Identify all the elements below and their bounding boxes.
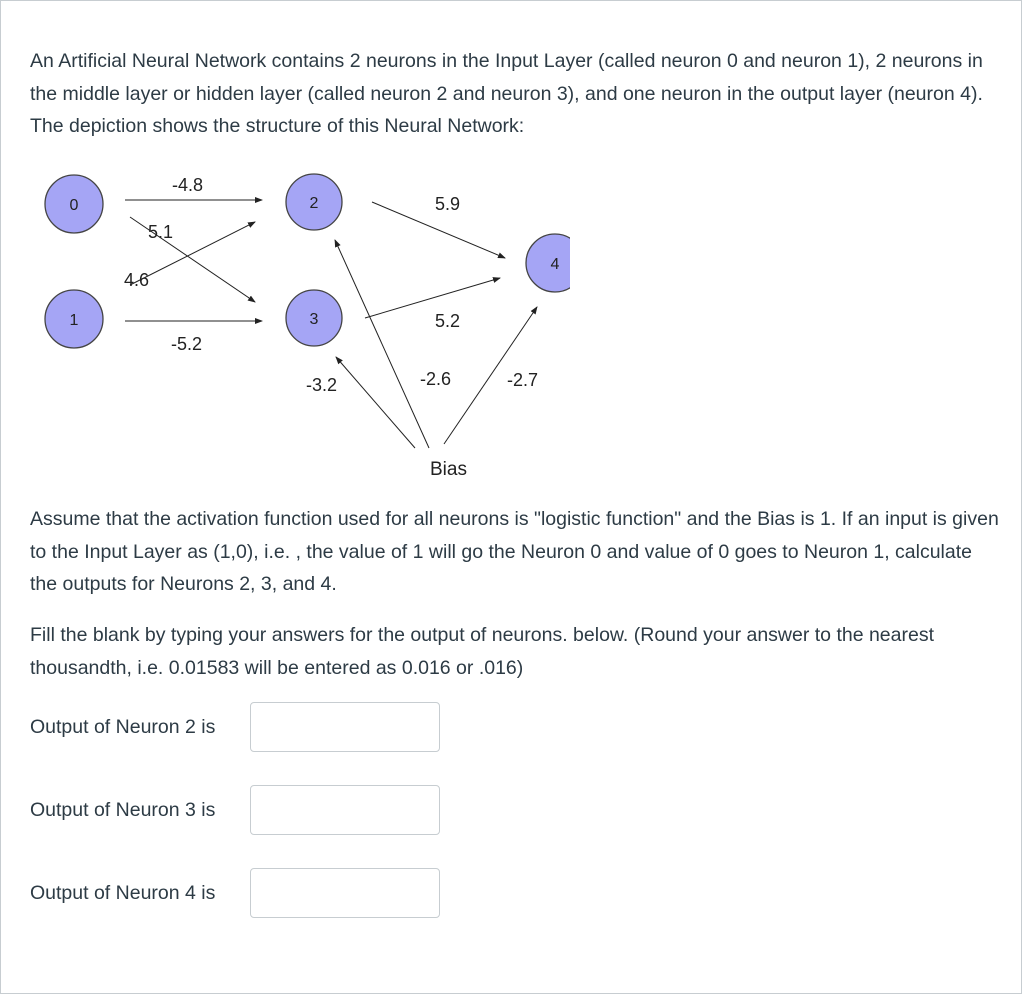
weight-bias-3: -3.2 — [306, 375, 338, 395]
neuron-0-label: 0 — [69, 197, 79, 214]
neuron-0 — [45, 175, 103, 233]
edge-3-4 — [365, 278, 500, 318]
neuron-2-label: 2 — [309, 195, 319, 212]
neuron-1-label: 1 — [69, 312, 79, 329]
weight-2-4: 5.9 — [435, 194, 461, 214]
neuron-3-label: 3 — [309, 311, 319, 328]
weight-1-3: -5.2 — [171, 334, 203, 354]
question-assumption: Assume that the activation function used for all neurons is "logistic function" and the Bias is 1. If an input is given to the Input Layer as (1,0), i.e. , the value of 1 will go the Neuron 0 and value of 0 goes to Neuron 1, calculate the outputs for Neurons 2, 3, and 4. — [30, 508, 999, 595]
neuron-3 — [286, 290, 342, 346]
answer-label-neuron-4: Output of Neuron 4 is — [30, 882, 216, 904]
edge-bias-2 — [335, 240, 429, 448]
neuron-2 — [286, 174, 342, 230]
neuron-1 — [45, 290, 103, 348]
neural-network-diagram — [30, 160, 570, 490]
neuron-3-output-input[interactable] — [250, 785, 440, 835]
question-instructions: Fill the blank by typing your answers for the output of neurons. below. (Round your answer to the nearest thousandth, i.e. 0.01583 will be entered as 0.016 or .016) — [30, 624, 935, 679]
weight-1-2: 4.6 — [124, 270, 150, 290]
edge-bias-3 — [336, 357, 415, 448]
weight-bias-4: -2.7 — [507, 370, 539, 390]
neuron-4-output-input[interactable] — [250, 868, 440, 918]
weight-bias-2: -2.6 — [420, 369, 452, 389]
weight-3-4: 5.2 — [435, 311, 461, 331]
answer-label-neuron-2: Output of Neuron 2 is — [30, 716, 216, 738]
neuron-4 — [526, 234, 570, 292]
answer-label-neuron-3: Output of Neuron 3 is — [30, 799, 216, 821]
neuron-2-output-input[interactable] — [250, 702, 440, 752]
weight-0-3: 5.1 — [148, 222, 174, 242]
neuron-4-label: 4 — [550, 256, 560, 273]
weight-0-2: -4.8 — [172, 175, 204, 195]
question-intro: An Artificial Neural Network contains 2 neurons in the Input Layer (called neuron 0 and neuron 1), 2 neurons in the middle layer or hidden layer (called neuron 2 and neuron 3), and one neuron in the output layer (neuron 4). The depiction shows the structure of this Neural Network: — [30, 50, 983, 137]
bias-label: Bias — [430, 459, 467, 480]
